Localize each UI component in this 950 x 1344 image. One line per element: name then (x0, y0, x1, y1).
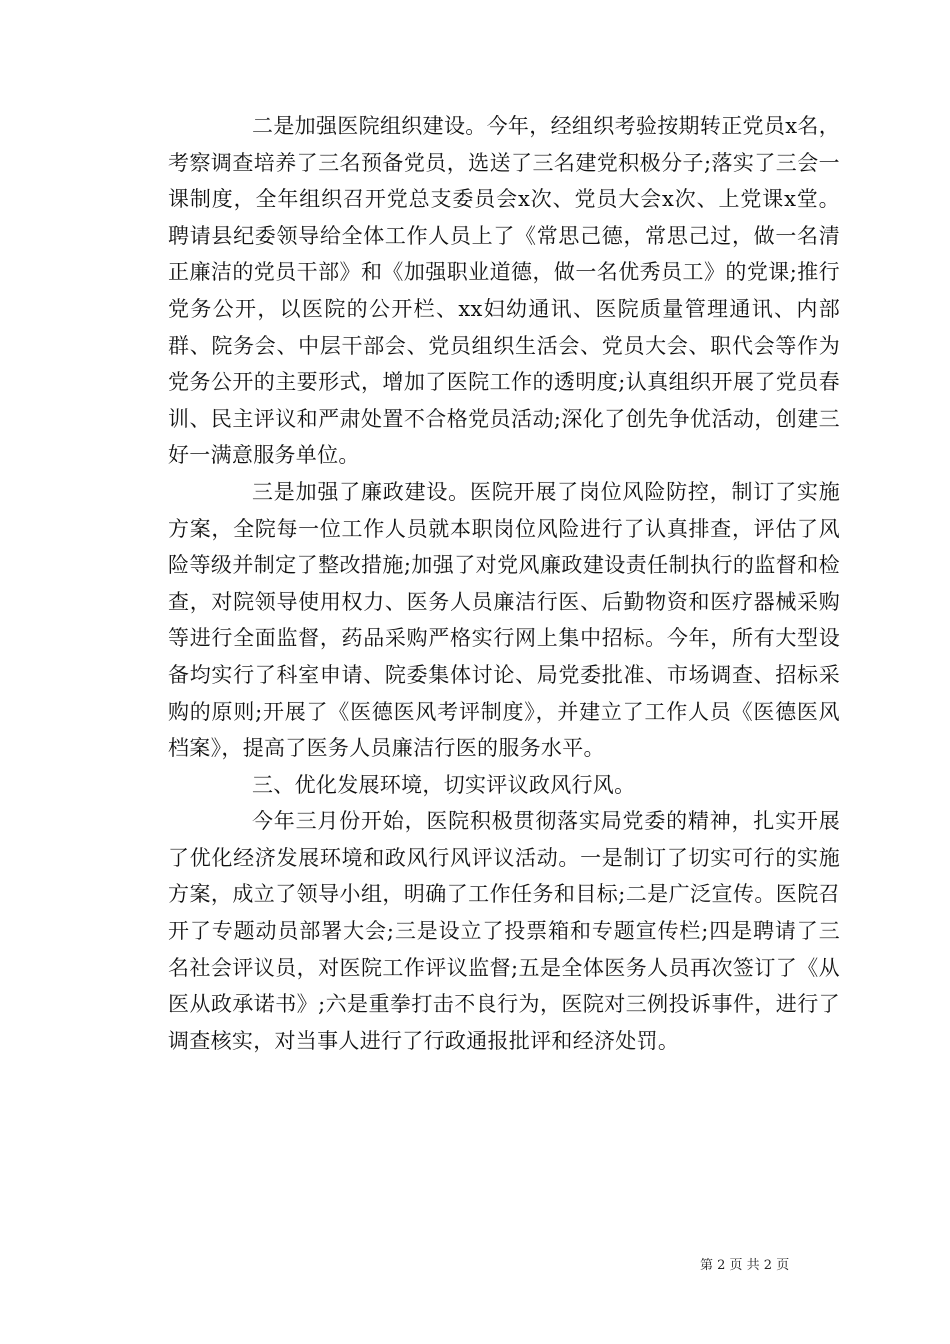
paragraph-party-organization: 二是加强医院组织建设。今年，经组织考验按期转正党员x名，考察调查培养了三名预备党员，选送了三名建党积极分子;落实了三会一课制度，全年组织召开党总支委员会x次、党员大会x次、上党课x堂。聘请县纪委领导给全体工作人员上了《常思己德，常思己过，做一名清正廉洁的党员干部》和《加强职业道德，做一名优秀员工》的党课;推行党务公开，以医院的公开栏、xx妇幼通讯、医院质量管理通讯、内部群、院务会、中层干部会、党员组织生活会、党员大会、职代会等作为党务公开的主要形式，增加了医院工作的透明度;认真组织开展了党员春训、民主评议和严肃处置不合格党员活动;深化了创先争优活动，创建三好一满意服务单位。 (168, 114, 840, 468)
paragraph-evaluation-activities: 今年三月份开始，医院积极贯彻落实局党委的精神，扎实开展了优化经济发展环境和政风行风评议活动。一是制订了切实可行的实施方案，成立了领导小组，明确了工作任务和目标;二是广泛宣传。医院召开了专题动员部署大会;三是设立了投票箱和专题宣传栏;四是聘请了三名社会评议员，对医院工作评议监督;五是全体医务人员再次签订了《从医从政承诺书》;六是重拳打击不良行为，医院对三例投诉事件，进行了调查核实，对当事人进行了行政通报批评和经济处罚。 (168, 809, 840, 1053)
page-number-footer: 第 2 页 共 2 页 (700, 1258, 790, 1273)
document-body (168, 108, 840, 1059)
paragraph-clean-government: 三是加强了廉政建设。医院开展了岗位风险防控，制订了实施方案，全院每一位工作人员就本职岗位风险进行了认真排查，评估了风险等级并制定了整改措施;加强了对党风廉政建设责任制执行的监督和检查，对院领导使用权力、医务人员廉洁行医、后勤物资和医疗器械采购等进行全面监督，药品采购严格实行网上集中招标。今年，所有大型设备均实行了科室申请、院委集体讨论、局党委批准、市场调查、招标采购的原则;开展了《医德医风考评制度》，并建立了工作人员《医德医风档案》，提高了医务人员廉洁行医的服务水平。 (168, 479, 840, 761)
section-heading-environment: 三、优化发展环境，切实评议政风行风。 (252, 772, 636, 797)
